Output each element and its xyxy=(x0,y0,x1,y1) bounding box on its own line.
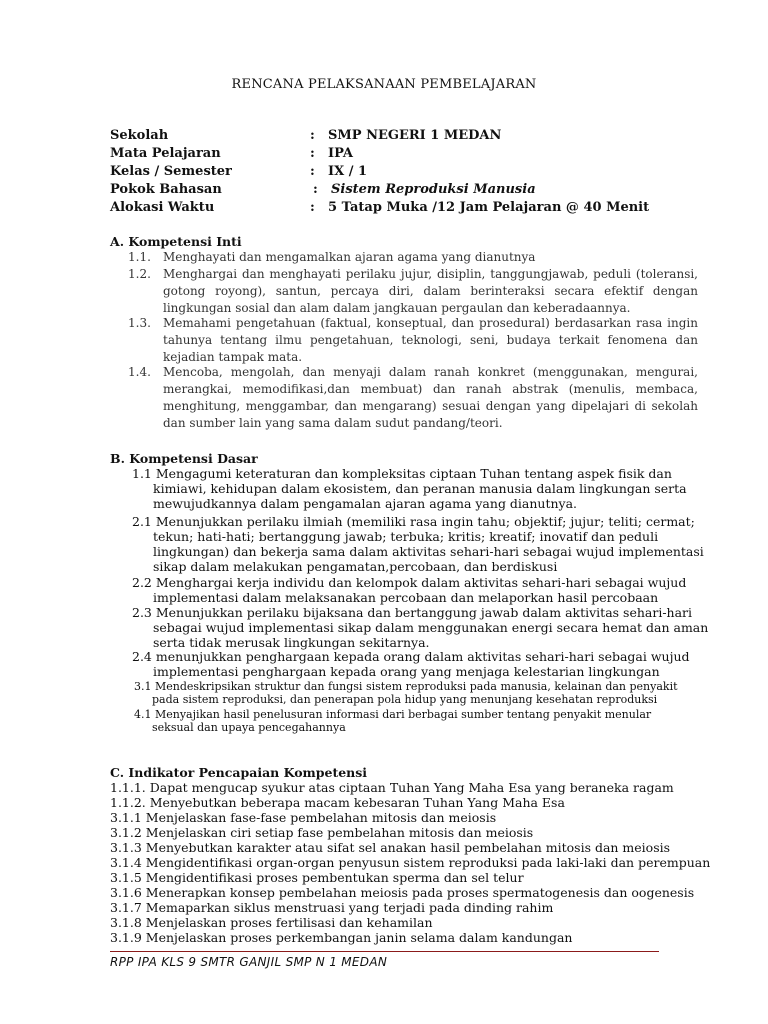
ki-text: Menghargai dan menghayati perilaku jujur, disiplin, tanggungjawab, peduli (toleransi, gotong royong), santun, percaya diri, dalam berinteraksi secara efektif dengan lingkungan sosial dan alam dalam jangkauan pergaulan dan keberadaannya. xyxy=(163,267,698,315)
indikator-item: 3.1.2 Menjelaskan ciri setiap fase pembelahan mitosis dan meiosis xyxy=(110,825,534,840)
identity-label: Kelas / Semester xyxy=(110,164,232,179)
ki-text: Menghayati dan mengamalkan ajaran agama yang dianutnya xyxy=(163,250,536,264)
kd-line: sebagai wujud implementasi sikap dalam menggunakan energi secara hemat dan aman xyxy=(153,620,709,635)
identity-label: Pokok Bahasan xyxy=(110,182,222,197)
kd-line: implementasi penghargaan kepada orang yang menjaga kelestarian lingkungan xyxy=(153,664,660,679)
kd-line: 2.2 Menghargai kerja individu dan kelompok dalam aktivitas sehari-hari sebagai wujud xyxy=(132,575,687,590)
indikator-item: 3.1.5 Mengidentifikasi proses pembentukan sperma dan sel telur xyxy=(110,870,524,885)
identity-value: IX / 1 xyxy=(328,164,368,179)
indikator-item: 3.1.3 Menyebutkan karakter atau sifat sel anakan hasil pembelahan mitosis dan meiosis xyxy=(110,840,671,855)
indikator-item: 3.1.1 Menjelaskan fase-fase pembelahan mitosis dan meiosis xyxy=(110,810,497,825)
kd-line: 3.1 Mendeskripsikan struktur dan fungsi sistem reproduksi pada manusia, kelainan dan penyakit xyxy=(134,680,678,693)
identity-value: 5 Tatap Muka /12 Jam Pelajaran @ 40 Menit xyxy=(328,200,650,215)
kd-line: 4.1 Menyajikan hasil penelusuran informasi dari berbagai sumber tentang penyakit menular xyxy=(134,708,652,721)
indikator-item: 3.1.9 Menjelaskan proses perkembangan janin selama dalam kandungan xyxy=(110,930,573,945)
kd-line: mewujudkannya dalam pengamalan ajaran agama yang dianutnya. xyxy=(153,496,578,511)
identity-label: Alokasi Waktu xyxy=(110,200,215,215)
identity-label: Mata Pelajaran xyxy=(110,146,221,161)
identity-value: SMP NEGERI 1 MEDAN xyxy=(328,128,502,143)
kd-item xyxy=(134,680,678,706)
kd-line: kimiawi, kehidupan dalam ekosistem, dan peranan manusia dalam lingkungan serta xyxy=(153,481,687,496)
page-footer: RPP IPA KLS 9 SMTR GANJIL SMP N 1 MEDAN xyxy=(110,955,388,969)
kd-item xyxy=(132,514,704,574)
section-heading-indikator: C. Indikator Pencapaian Kompetensi xyxy=(110,765,368,780)
kd-line: serta tidak merusak lingkungan sekitarnya. xyxy=(153,635,430,650)
section-heading-kompetensi-dasar: B. Kompetensi Dasar xyxy=(110,451,258,466)
kd-line: seksual dan upaya pencegahannya xyxy=(152,721,346,734)
page-title: RENCANA PELAKSANAAN PEMBELAJARAN xyxy=(231,77,537,92)
kd-line: 2.1 Menunjukkan perilaku ilmiah (memiliki rasa ingin tahu; objektif; jujur; teliti; cermat; xyxy=(132,514,695,529)
indikator-item: 3.1.6 Menerapkan konsep pembelahan meiosis pada proses spermatogenesis dan oogenesis xyxy=(110,885,695,900)
indikator-item: 1.1.2. Menyebutkan beberapa macam kebesaran Tuhan Yang Maha Esa xyxy=(110,795,565,810)
kd-line: 2.3 Menunjukkan perilaku bijaksana dan bertanggung jawab dalam aktivitas sehari-hari xyxy=(132,605,693,620)
indikator-item: 1.1.1. Dapat mengucap syukur atas ciptaan Tuhan Yang Maha Esa yang beraneka ragam xyxy=(110,780,674,795)
indikator-item: 3.1.4 Mengidentifikasi organ-organ penyusun sistem reproduksi pada laki-laki dan perempuan xyxy=(110,855,711,870)
kd-item xyxy=(134,708,651,734)
kd-line: tekun; hati-hati; bertanggung jawab; terbuka; kritis; kreatif; inovatif dan peduli xyxy=(153,529,659,544)
indikator-item: 3.1.8 Menjelaskan proses fertilisasi dan kehamilan xyxy=(110,915,433,930)
ki-text: Mencoba, mengolah, dan menyaji dalam ranah konkret (menggunakan, mengurai, merangkai, memodifikasi,dan membuat) dan ranah abstrak (menulis, membaca, menghitung, menggambar, dan mengarang) sesuai dengan yang dipelajari di sekolah dan sumber lain yang sama dalam sudut pandang/teori. xyxy=(163,365,698,430)
kd-item xyxy=(132,649,690,679)
kd-line: 2.4 menunjukkan penghargaan kepada orang dalam aktivitas sehari-hari sebagai wujud xyxy=(132,649,690,664)
identity-label: Sekolah xyxy=(110,128,169,143)
ki-number: 1.4. xyxy=(128,365,151,379)
ki-text: Memahami pengetahuan (faktual, konseptual, dan prosedural) berdasarkan rasa ingin tahunya tentang ilmu pengetahuan, teknologi, seni, budaya terkait fenomena dan kejadian tampak mata. xyxy=(163,316,698,364)
kd-line: pada sistem reproduksi, dan penerapan pola hidup yang menunjang kesehatan reproduksi xyxy=(152,693,658,706)
kd-item xyxy=(132,466,687,511)
section-heading-kompetensi-inti: A. Kompetensi Inti xyxy=(110,234,242,249)
ki-number: 1.1. xyxy=(128,250,151,264)
footer-rule xyxy=(110,951,659,952)
ki-number: 1.3. xyxy=(128,316,151,330)
kd-item xyxy=(132,605,708,650)
identity-separator: : xyxy=(313,182,318,197)
identity-separator: : xyxy=(310,200,315,215)
kd-line: 1.1 Mengagumi keteraturan dan kompleksitas ciptaan Tuhan tentang aspek fisik dan xyxy=(132,466,672,481)
kd-line: lingkungan) dan bekerja sama dalam aktivitas sehari-hari sebagai wujud implementasi xyxy=(153,544,704,559)
identity-separator: : xyxy=(310,164,315,179)
identity-separator: : xyxy=(310,146,315,161)
ki-number: 1.2. xyxy=(128,267,151,281)
kd-line: sikap dalam melakukan pengamatan,percobaan, dan berdiskusi xyxy=(153,559,558,574)
identity-value: IPA xyxy=(328,146,353,161)
indikator-item: 3.1.7 Memaparkan siklus menstruasi yang terjadi pada dinding rahim xyxy=(110,900,554,915)
identity-separator: : xyxy=(310,128,315,143)
kd-item xyxy=(132,575,686,605)
identity-value: Sistem Reproduksi Manusia xyxy=(331,182,536,197)
kd-line: implementasi dalam melaksanakan percobaan dan melaporkan hasil percobaan xyxy=(153,590,659,605)
